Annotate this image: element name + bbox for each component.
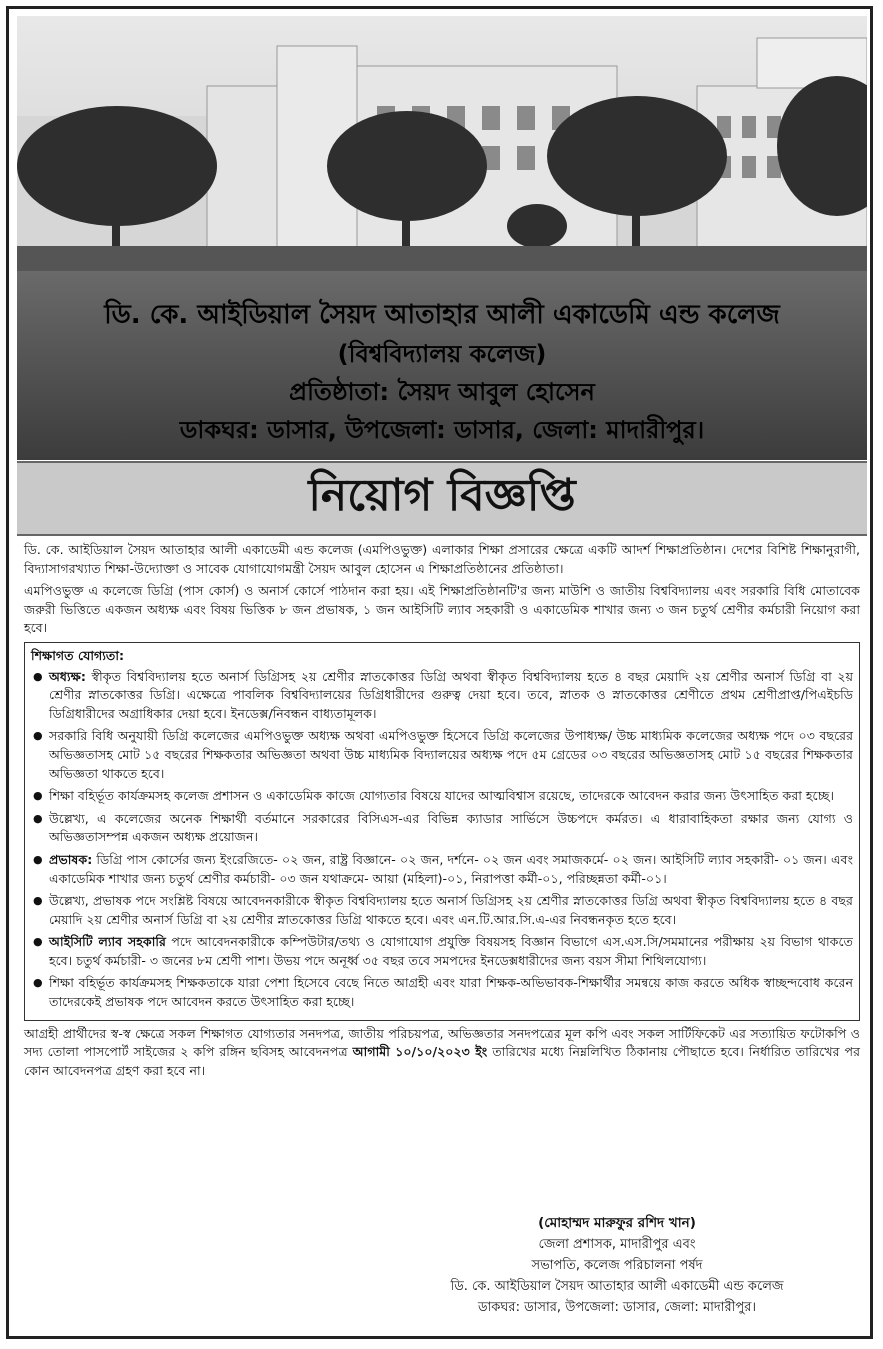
signature-block xyxy=(377,1213,857,1318)
qualifications-section xyxy=(24,642,860,1021)
address-line: ডাকঘর: ডাসার, উপজেলা: ডাসার, জেলা: মাদারীপুর। xyxy=(179,416,705,444)
qualifications-title: শিক্ষাগত যোগ্যতা: xyxy=(31,647,125,663)
signatory-name: (মোহাম্মদ মারুফুর রশিদ খান) xyxy=(538,1215,696,1231)
list-item: ● আইসিটি ল্যাব সহকারি পদে আবেদনকারীকে কম্পিউটার/তথ্য ও যোগাযোগ প্রযুক্তি বিষয়সহ বিজ্ঞান বিভাগে এস.এস.সি/সমমানের পরীক্ষায় ২য় বিভাগ থাকতে হবে। চতুর্থ কর্মচারী- ৩ জনের ৮ম শ্রেণী পাশ। উভয় পদে অনূর্ধ্ব ৩৫ বছর তবে সমপদের ইনডেক্সধারীদের জন্য বয়স সীমা শিথিলযোগ্য। xyxy=(31,933,853,970)
notice-body xyxy=(24,541,860,1084)
signatory-address: ডাকঘর: ডাসার, উপজেলা: ডাসার, জেলা: মাদারীপুর। xyxy=(477,1300,757,1315)
notice-title: নিয়োগ বিজ্ঞপ্তি xyxy=(308,470,576,521)
signatory-institution: ডি. কে. আইডিয়াল সৈয়দ আতাহার আলী একাডেমী এন্ড কলেজ xyxy=(450,1279,784,1294)
intro-paragraph-1: ডি. কে. আইডিয়াল সৈয়দ আতাহার আলী একাডেমী এন্ড কলেজ (এমপিওভুক্ত) এলাকার শিক্ষা প্রসারের ক্ষেত্রে একটি আদর্শ শিক্ষাপ্রতিষ্ঠান। দেশের বিশিষ্ট শিক্ষানুরাগী, বিদ্যাসাগরখ্যাত শিক্ষা-উদ্যোক্তা ও সাবেক যোগাযোগমন্ত্রী সৈয়দ আবুল হোসেন এ শিক্ষাপ্রতিষ্ঠানের প্রতিষ্ঠাতা। xyxy=(24,542,860,576)
closing-paragraph: আগ্রহী প্রার্থীদের স্ব-স্ব ক্ষেত্রে সকল শিক্ষাগত যোগ্যতার সনদপত্র, জাতীয় পরিচয়পত্র, অভিজ্ঞতার সনদপত্রের মূল কপি এবং সকল সার্টিফিকেট এর সত্যায়িত ফটোকপি ও সদ্য তোলা পাসপোর্ট সাইজের ২ কপি রঙ্গিন ছবিসহ আবেদনপত্র আগামী ১০/১০/২০২৩ ইং তারিখের মধ্যে নিম্নলিখিত ঠিকানায় পৌছাতে হবে। নির্ধারিত তারিখের পর কোন আবেদনপত্র গ্রহণ করা হবে না। xyxy=(24,1025,861,1078)
list-item: ● শিক্ষা বহির্ভূত কার্যক্রমসহ কলেজ প্রশাসন ও একাডেমিক কাজে যোগ্যতার বিষয়ে যাদের আত্মবিশ্বাস রয়েছে, তাদেরকে আবেদন করার জন্য উৎসাহিত করা হচ্ছে। xyxy=(31,787,853,806)
list-item: ● সরকারি বিধি অনুযায়ী ডিগ্রি কলেজের এমপিওভুক্ত অধ্যক্ষ অথবা এমপিওভুক্ত হিসেবে ডিগ্রি কলেজের উপাধ্যক্ষ/ উচ্চ মাধ্যমিক কলেজের অধ্যক্ষ পদে ০৩ বছরের অভিজ্ঞতাসহ মোট ১৫ বছরের শিক্ষকতার অভিজ্ঞতা অথবা উচ্চ মাধ্যমিক বিদ্যালয়ের অধ্যক্ষ পদে ৫ম গ্রেডের ০৩ বছরের অভিজ্ঞতাসহ মোট ১৫ বছরের শিক্ষকতার অভিজ্ঞতা থাকতে হবে। xyxy=(31,727,853,783)
list-item: ● অধ্যক্ষ: স্বীকৃত বিশ্ববিদ্যালয় হতে অনার্স ডিগ্রিসহ ২য় শ্রেণীর স্নাতকোত্তর ডিগ্রি অথবা স্বীকৃত বিশ্ববিদ্যালয় হতে ৪ বছর মেয়াদি ২য় শ্রেণীর অনার্স ডিগ্রি বা ২য় শ্রেণীর স্নাতকোত্তর ডিগ্রি। এক্ষেত্রে পাবলিক বিশ্ববিদ্যালয়ের ডিগ্রিধারীদের গুরুত্ব দেয়া হবে। তবে, স্নাতক ও স্নাতকোত্তর শ্রেণীতে প্রথম শ্রেণীপ্রাপ্ত/পিএইচডি ডিগ্রিধারীদের অগ্রাধিকার দেয়া হবে। ইনডেক্স/নিবন্ধন বাধ্যতামূলক। xyxy=(31,668,853,724)
list-item: ● উল্লেখ্য, প্রভাষক পদে সংশ্লিষ্ট বিষয়ে আবেদনকারীকে স্বীকৃত বিশ্ববিদ্যালয় হতে অনার্স ডিগ্রিসহ ২য় শ্রেণীর স্নাতকোত্তর ডিগ্রি অথবা স্বীকৃত বিশ্ববিদ্যালয় হতে ৪ বছর মেয়াদি ২য় শ্রেণীর অনার্স ডিগ্রি বা ২য় শ্রেণীর স্নাতকোত্তর ডিগ্রি থাকতে হবে। এবং এন.টি.আর.সি.এ-এর নিবন্ধনকৃত হতে হবে। xyxy=(31,892,853,929)
founder-line: প্রতিষ্ঠাতা: সৈয়দ আবুল হোসেন xyxy=(289,378,595,406)
notice-title-banner xyxy=(17,461,867,536)
institution-subtitle: (বিশ্ববিদ্যালয় কলেজ) xyxy=(337,340,547,368)
signatory-title-2: সভাপতি, কলেজ পরিচালনা পর্ষদ xyxy=(531,1258,703,1273)
list-item: ● প্রভাষক: ডিগ্রি পাস কোর্সের জন্য ইংরেজিতে- ০২ জন, রাষ্ট্র বিজ্ঞানে- ০২ জন, দর্শনে- ০২ জন এবং সমাজকর্মে- ০২ জন। আইসিটি ল্যাব সহকারী- ০১ জন। এবং একাডেমিক শাখার জন্য চতুর্থ শ্রেণীর কর্মচারী- ০৩ জন যথাক্রমে- আয়া (মহিলা)-০১, নিরাপত্তা কর্মী-০১, পরিচ্ছন্নতা কর্মী-০১। xyxy=(31,851,853,888)
institution-name: ডি. কে. আইডিয়াল সৈয়দ আতাহার আলী একাডেমি এন্ড কলেজ xyxy=(104,300,780,330)
intro-paragraph-2: এমপিওভুক্ত এ কলেজে ডিগ্রি (পাস কোর্স) ও অনার্স কোর্সে পাঠদান করা হয়। এই শিক্ষাপ্রতিষ্ঠানটি'র জন্য মাউশি ও জাতীয় বিশ্ববিদ্যালয় এবং সরকারি বিধি মোতাবেক জরুরী ভিত্তিতে একজন অধ্যক্ষ এবং বিষয় ভিত্তিক ৮ জন প্রভাষক, ১ জন আইসিটি ল্যাব সহকারী ও একাডেমিক শাখার জন্য ৩ জন চতুর্থ শ্রেণীর কর্মচারী নিয়োগ করা হবে। xyxy=(24,583,860,636)
signatory-title-1: জেলা প্রশাসক, মাদারীপুর এবং xyxy=(538,1237,696,1252)
list-item: ● শিক্ষা বহির্ভূত কার্যক্রমসহ শিক্ষকতাকে যারা পেশা হিসেবে বেছে নিতে আগ্রহী এবং যারা শিক্ষক-অভিভাবক-শিক্ষার্থীর সমন্বয়ে কাজ করতে অধিক স্বাচ্ছন্দবোধ করেন তাদেরকেই প্রভাষক পদে আবেদন করতে উৎসাহিত করা হচ্ছে। xyxy=(31,974,853,1011)
list-item: ● উল্লেখ্য, এ কলেজের অনেক শিক্ষার্থী বর্তমানে সরকারের বিসিএস-এর বিভিন্ন ক্যাডার সার্ভিসে উচ্চপদে কর্মরত। এ ধারাবাহিকতা রক্ষার জন্য যোগ্য ও অভিজ্ঞতাসম্পন্ন একজন অধ্যক্ষ প্রয়োজন। xyxy=(31,810,853,847)
header-titles xyxy=(17,295,867,449)
deadline: আগামী ১০/১০/২০২৩ ইং xyxy=(352,1044,488,1060)
